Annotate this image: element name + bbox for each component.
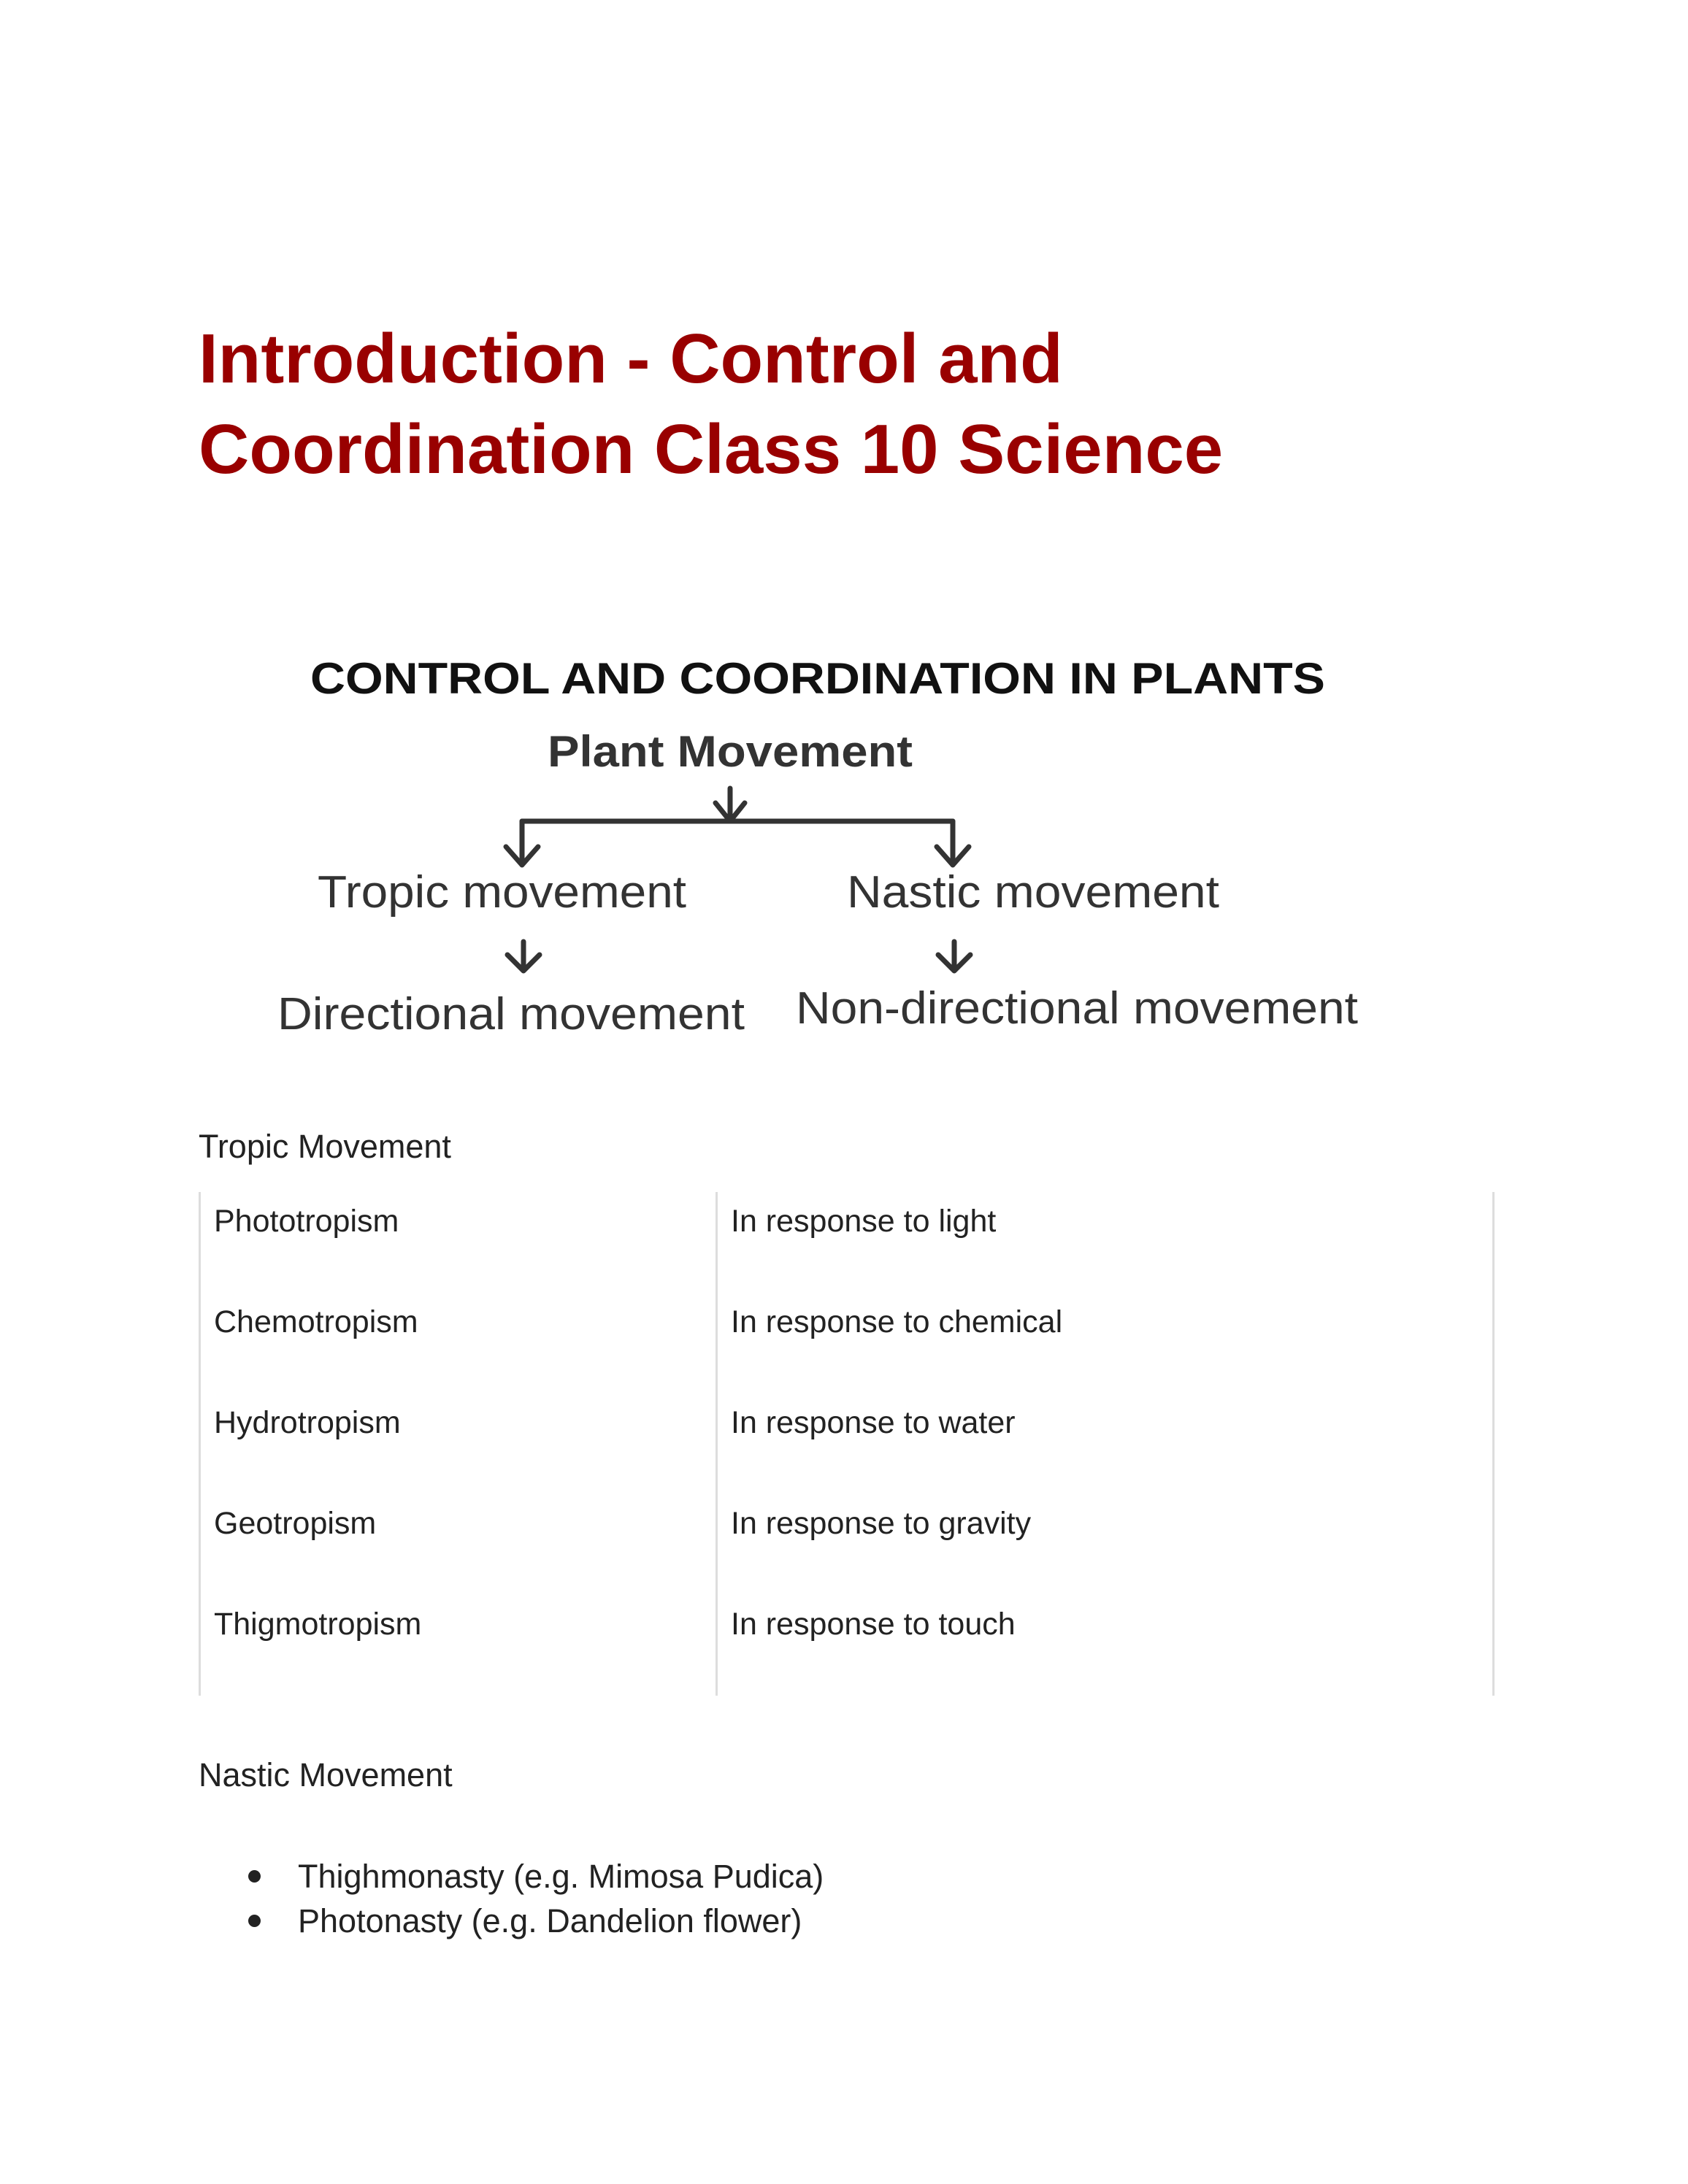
- tropism-type-cell: Hydrotropism: [200, 1393, 717, 1494]
- nastic-movement-heading: Nastic Movement: [199, 1756, 453, 1793]
- table-row: [200, 1192, 1494, 1293]
- tropism-response-cell: In response to water: [717, 1393, 1494, 1494]
- diagram-root-label: Plant Movement: [548, 727, 913, 776]
- left-branch-arrow: [506, 821, 538, 865]
- diagram-left-branch-label: Tropic movement: [318, 867, 686, 918]
- table-row: [200, 1393, 1494, 1494]
- tropism-response-cell: In response to gravity: [717, 1494, 1494, 1595]
- tropism-response-cell: In response to light: [717, 1192, 1494, 1293]
- diagram-right-branch-label: Nastic movement: [847, 867, 1219, 918]
- nastic-movement-list: [199, 1854, 824, 1943]
- table-row: [200, 1595, 1494, 1696]
- bullet-icon: [248, 1915, 261, 1927]
- right-branch-arrow: [937, 821, 969, 865]
- tropism-type-cell: Thigmotropism: [200, 1595, 717, 1696]
- table-row: [200, 1494, 1494, 1595]
- tropism-type-cell: Chemotropism: [200, 1293, 717, 1393]
- tropic-movement-heading: Tropic Movement: [199, 1128, 451, 1165]
- plant-movement-diagram: [263, 642, 1402, 1066]
- tropism-response-cell: In response to touch: [717, 1595, 1494, 1696]
- bullet-icon: [248, 1870, 261, 1883]
- list-item: [199, 1899, 824, 1943]
- tropic-movement-table: [199, 1192, 1495, 1696]
- tropism-type-cell: Phototropism: [200, 1192, 717, 1293]
- diagram-heading: CONTROL AND COORDINATION IN PLANTS: [310, 654, 1325, 703]
- list-item-text: Photonasty (e.g. Dandelion flower): [298, 1902, 802, 1939]
- diagram-left-leaf-label: Directional movement: [277, 989, 745, 1039]
- table-row: [200, 1293, 1494, 1393]
- left-leaf-arrow: [507, 942, 540, 971]
- diagram-right-leaf-label: Non-directional movement: [796, 983, 1358, 1034]
- tropism-response-cell: In response to chemical: [717, 1293, 1494, 1393]
- page-title: [199, 314, 1586, 495]
- list-item-text: Thighmonasty (e.g. Mimosa Pudica): [298, 1858, 824, 1895]
- page-title-line-1: Introduction - Control and: [199, 320, 1063, 398]
- page-title-line-2: Coordination Class 10 Science: [199, 410, 1224, 488]
- right-leaf-arrow: [938, 942, 970, 971]
- list-item: [199, 1854, 824, 1899]
- root-arrow: [716, 788, 745, 821]
- tropism-type-cell: Geotropism: [200, 1494, 717, 1595]
